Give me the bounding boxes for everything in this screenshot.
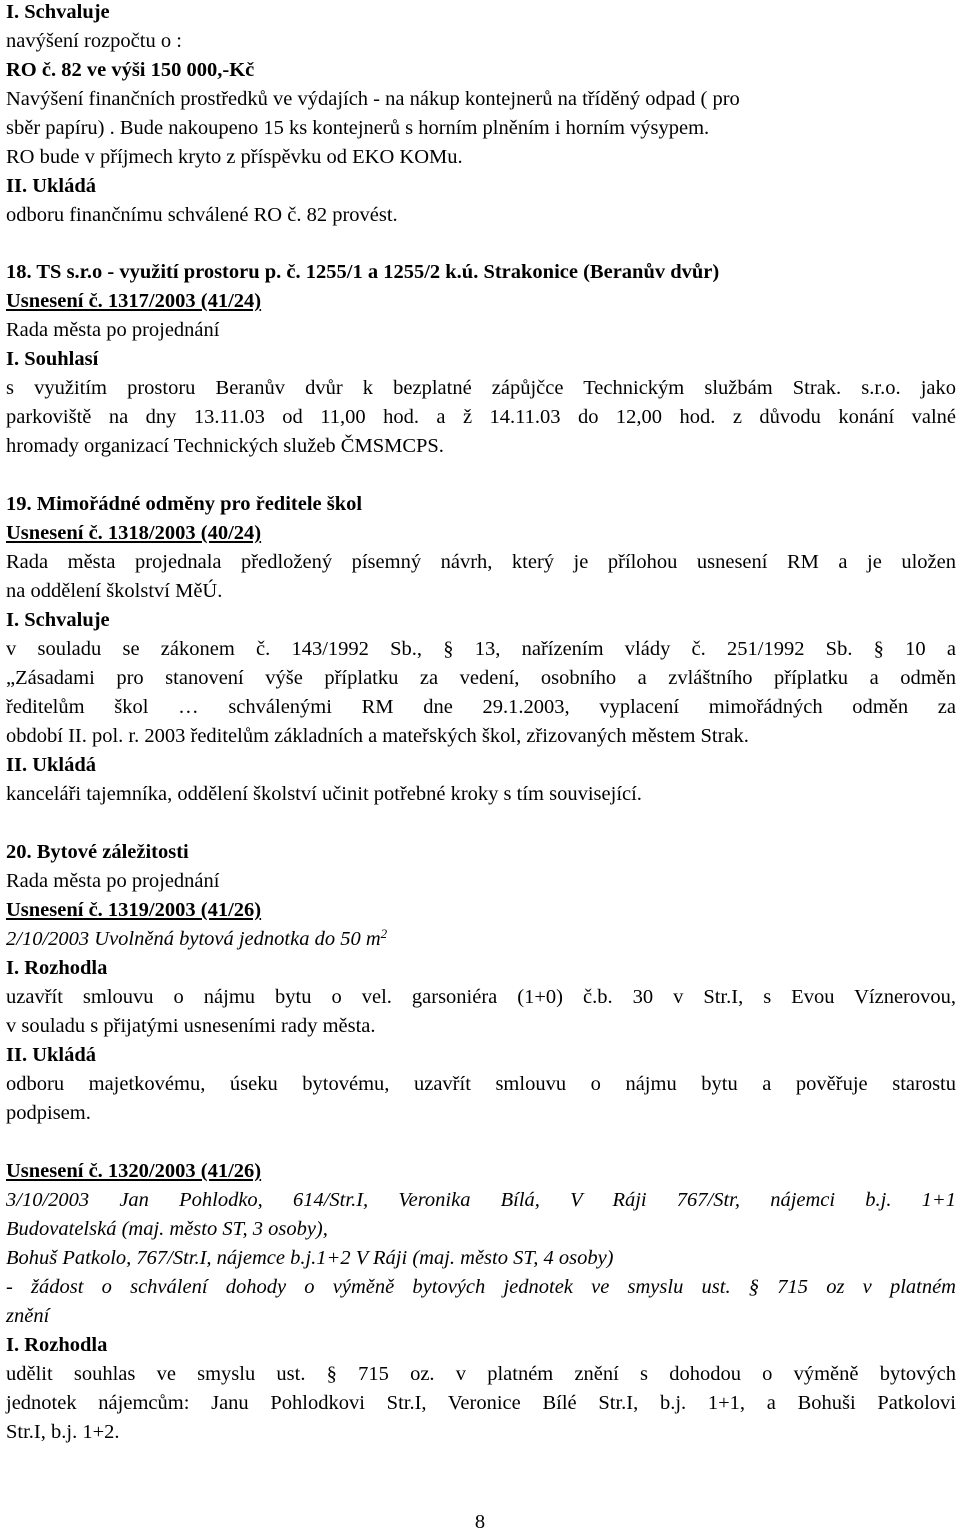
line-text: I. Rozhodla (6, 1334, 108, 1356)
heading-line (6, 900, 261, 921)
text-line (6, 697, 956, 718)
text-line (6, 118, 709, 139)
text-line (6, 581, 222, 602)
line-text: v souladu s přijatými usneseními rady města. (6, 1015, 376, 1037)
line-text: ředitelům škol … schválenými RM dne 29.1.2003, vyplacení mimořádných odměn za (6, 696, 956, 718)
line-text: Budovatelská (maj. město ST, 3 osoby), (6, 1218, 328, 1240)
line-text: podpisem. (6, 1102, 91, 1124)
line-text: II. Ukládá (6, 1044, 97, 1066)
line-text: II. Ukládá (6, 754, 97, 776)
line-text: I. Souhlasí (6, 348, 99, 370)
line-text: 2/10/2003 Uvolněná bytová jednotka do 50 m (6, 928, 381, 950)
line-text: „Zásadami pro stanovení výše příplatku za vedení, osobního a zvláštního příplatku a odměn (6, 667, 956, 689)
text-line (6, 1103, 91, 1124)
line-text: období II. pol. r. 2003 ředitelům základních a mateřských škol, zřizovaných městem Strak. (6, 725, 749, 747)
text-line (6, 1219, 328, 1240)
line-text: udělit souhlas ve smyslu ust. § 715 oz. v platném znění s dohodou o výměně bytových (6, 1363, 956, 1385)
line-text: hromady organizací Technických služeb ČMSMCPS. (6, 435, 444, 457)
heading-line (6, 291, 261, 312)
text-line (6, 1393, 956, 1414)
text-line (6, 205, 398, 226)
line-text: I. Rozhodla (6, 957, 108, 979)
line-text: v souladu se zákonem č. 143/1992 Sb., § 13, nařízením vlády č. 251/1992 Sb. § 10 a (6, 638, 956, 660)
text-line (6, 407, 956, 428)
heading-line (6, 60, 254, 81)
text-line (6, 1248, 614, 1269)
text-line (6, 147, 463, 168)
line-text: RO bude v příjmech kryto z příspěvku od EKO KOMu. (6, 146, 463, 168)
line-text: Usnesení č. 1318/2003 (40/24) (6, 522, 262, 544)
text-line (6, 1364, 956, 1385)
line-text: Navýšení finančních prostředků ve výdajích - na nákup kontejnerů na tříděný odpad ( pro (6, 88, 740, 110)
text-line (6, 987, 956, 1008)
text-line (6, 1074, 956, 1095)
line-text: odboru finančnímu schválené RO č. 82 provést. (6, 204, 398, 226)
text-line (6, 1190, 956, 1211)
text-line (6, 378, 956, 399)
heading-line (6, 755, 96, 776)
text-line (6, 1306, 49, 1327)
line-text: I. Schvaluje (6, 609, 110, 631)
text-line (6, 436, 444, 457)
text-line (6, 926, 388, 950)
line-text: Usnesení č. 1320/2003 (41/26) (6, 1160, 262, 1182)
heading-line (6, 1335, 107, 1356)
line-text: Usnesení č. 1317/2003 (41/24) (6, 290, 262, 312)
line-text: RO č. 82 ve výši 150 000,-Kč (6, 59, 255, 81)
line-text: parkoviště na dny 13.11.03 od 11,00 hod. a ž 14.11.03 do 12,00 hod. z důvodu konání valné (6, 406, 956, 428)
text-line (6, 639, 956, 660)
text-line (6, 784, 642, 805)
line-text: 19. Mimořádné odměny pro ředitele škol (6, 493, 363, 515)
heading-line (6, 842, 189, 863)
heading-line (6, 494, 362, 515)
text-line (6, 871, 219, 892)
text-line (6, 726, 749, 747)
line-text: Rada města po projednání (6, 319, 220, 341)
line-text: I. Schvaluje (6, 1, 110, 23)
heading-line (6, 523, 261, 544)
line-text: - žádost o schválení dohody o výměně bytových jednotek ve smyslu ust. § 715 oz v platném (6, 1276, 956, 1298)
line-text: uzavřít smlouvu o nájmu bytu o vel. garsoniéra (1+0) č.b. 30 v Str.I, s Evou Víznerovou, (6, 986, 956, 1008)
line-text: Rada města projednala předložený písemný návrh, který je přílohou usnesení RM a je uložen (6, 551, 956, 573)
line-text: odboru majetkovému, úseku bytovému, uzavřít smlouvu o nájmu bytu a pověřuje starostu (6, 1073, 956, 1095)
line-text: jednotek nájemcům: Janu Pohlodkovi Str.I, Veronice Bílé Str.I, b.j. 1+1, a Bohuši Patkolovi (6, 1392, 956, 1414)
line-text: kanceláři tajemníka, oddělení školství učinit potřebné kroky s tím související. (6, 783, 642, 805)
line-text: Bohuš Patkolo, 767/Str.I, nájemce b.j.1+2 V Ráji (maj. město ST, 4 osoby) (6, 1247, 614, 1269)
line-text: s využitím prostoru Beranův dvůr k bezplatné zápůjčce Technickým službám Strak. s.r.o. jako (6, 377, 956, 399)
line-text: Usnesení č. 1319/2003 (41/26) (6, 899, 262, 921)
text-line (6, 31, 182, 52)
text-line (6, 1422, 120, 1443)
text-line (6, 552, 956, 573)
line-text: II. Ukládá (6, 175, 97, 197)
heading-line (6, 176, 96, 197)
text-line (6, 1277, 956, 1298)
heading-line (6, 262, 719, 283)
heading-line (6, 349, 98, 370)
superscript: 2 (380, 926, 388, 941)
line-text: Str.I, b.j. 1+2. (6, 1421, 120, 1443)
heading-line (6, 610, 110, 631)
heading-line (6, 1045, 96, 1066)
text-line (6, 89, 740, 110)
text-line (6, 1016, 376, 1037)
text-line (6, 668, 956, 689)
heading-line (6, 958, 107, 979)
page-number: 8 (474, 1511, 486, 1533)
line-text: sběr papíru) . Bude nakoupeno 15 ks kontejnerů s horním plněním i horním výsypem. (6, 117, 710, 139)
heading-line (6, 2, 110, 23)
line-text: Rada města po projednání (6, 870, 220, 892)
line-text: 3/10/2003 Jan Pohlodko, 614/Str.I, Veronika Bílá, V Ráji 767/Str, nájemci b.j. 1+1 (6, 1189, 956, 1211)
line-text: 20. Bytové záležitosti (6, 841, 189, 863)
line-text: 18. TS s.r.o - využití prostoru p. č. 1255/1 a 1255/2 k.ú. Strakonice (Beranův dvůr) (6, 261, 720, 283)
line-text: znění (6, 1305, 50, 1327)
text-line (6, 320, 219, 341)
line-text: na oddělení školství MěÚ. (6, 580, 223, 602)
heading-line (6, 1161, 261, 1182)
line-text: navýšení rozpočtu o : (6, 30, 182, 52)
